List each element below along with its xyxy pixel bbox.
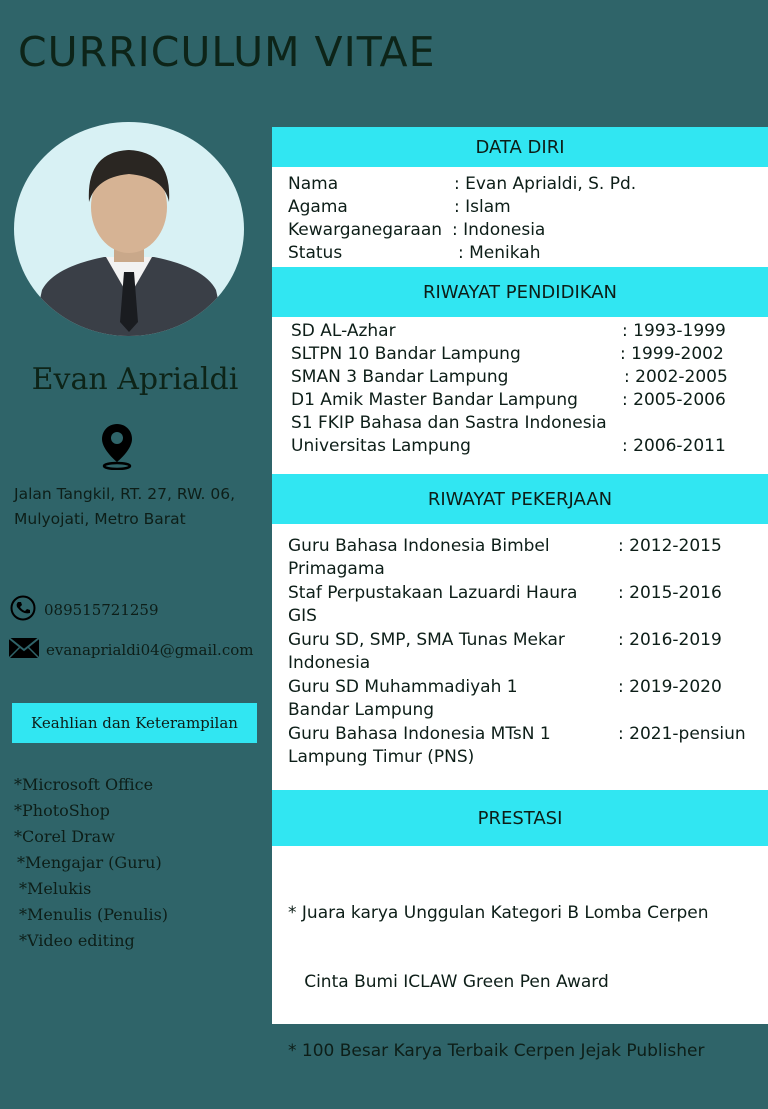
skills-heading: Keahlian dan Keterampilan <box>12 703 257 743</box>
prestasi-line: * Juara karya Unggulan Kategori B Lomba Cerpen <box>288 903 709 923</box>
data-diri-values <box>454 173 636 265</box>
job-years: : 2019-2020 <box>618 677 722 697</box>
address-line: Mulyojati, Metro Barat <box>14 510 186 528</box>
data-diri-value: : Islam <box>454 197 511 217</box>
skill-item: *Melukis <box>19 879 92 898</box>
job-title: Guru SD Muhammadiyah 1 <box>288 677 518 697</box>
skills-list <box>14 772 168 954</box>
email-row <box>8 637 253 663</box>
section-heading-pendidikan: RIWAYAT PENDIDIKAN <box>272 267 768 317</box>
pendidikan-schools <box>291 320 607 458</box>
envelope-icon <box>8 637 40 663</box>
page-title: CURRICULUM VITAE <box>18 28 436 76</box>
location-pin-icon <box>100 422 134 474</box>
data-diri-value: : Evan Aprialdi, S. Pd. <box>454 174 637 194</box>
data-diri-value: : Indonesia <box>452 220 546 240</box>
school-name: SD AL-Azhar <box>291 321 396 341</box>
section-heading-pekerjaan: RIWAYAT PEKERJAAN <box>272 474 768 524</box>
address <box>14 482 264 532</box>
skill-item: *PhotoShop <box>14 801 110 820</box>
section-heading-prestasi: PRESTASI <box>272 790 768 846</box>
pekerjaan-years <box>618 535 746 746</box>
job-title: Staf Perpustakaan Lazuardi Haura <box>288 583 578 603</box>
job-years: : 2021-pensiun <box>618 724 746 744</box>
school-years: : 2006-2011 <box>622 436 726 456</box>
profile-photo <box>14 122 244 336</box>
school-years: : 2002-2005 <box>624 367 728 387</box>
data-diri-label: Status <box>288 243 343 263</box>
phone-number: 089515721259 <box>44 601 159 619</box>
content-panel <box>272 127 768 1061</box>
job-years: : 2012-2015 <box>618 536 722 556</box>
job-title-cont: Bandar Lampung <box>288 700 435 720</box>
person-portrait-icon <box>14 122 244 336</box>
job-title-cont: Lampung Timur (PNS) <box>288 747 475 767</box>
school-years: : 1999-2002 <box>620 344 724 364</box>
section-heading-data-diri: DATA DIRI <box>272 127 768 167</box>
skill-item: *Corel Draw <box>14 827 115 846</box>
job-title: Guru Bahasa Indonesia MTsN 1 <box>288 724 551 744</box>
data-diri-value: : Menikah <box>458 243 541 263</box>
job-title: Guru SD, SMP, SMA Tunas Mekar <box>288 630 565 650</box>
school-name: SMAN 3 Bandar Lampung <box>291 367 509 387</box>
prestasi-line: Cinta Bumi ICLAW Green Pen Award <box>288 972 609 992</box>
school-name: D1 Amik Master Bandar Lampung <box>291 390 578 410</box>
school-name: S1 FKIP Bahasa dan Sastra Indonesia <box>291 413 607 433</box>
school-years: : 1993-1999 <box>622 321 726 341</box>
data-diri-labels <box>288 173 442 265</box>
email-address: evanaprialdi04@gmail.com <box>46 641 254 659</box>
pekerjaan-jobs <box>288 535 577 769</box>
skill-item: *Video editing <box>19 931 135 950</box>
school-name: Universitas Lampung <box>291 436 471 456</box>
phone-icon <box>8 595 38 625</box>
data-diri-label: Nama <box>288 174 339 194</box>
school-name: SLTPN 10 Bandar Lampung <box>291 344 521 364</box>
pendidikan-years <box>622 320 728 458</box>
address-line: Jalan Tangkil, RT. 27, RW. 06, <box>14 485 236 503</box>
data-diri-label: Agama <box>288 197 348 217</box>
skill-item: *Mengajar (Guru) <box>17 853 162 872</box>
school-years <box>622 412 728 435</box>
prestasi-line: * 100 Besar Karya Terbaik Cerpen Jejak Publisher <box>288 1041 705 1061</box>
job-title-cont: Indonesia <box>288 653 371 673</box>
data-diri-label: Kewarganegaraan <box>288 220 443 240</box>
job-title: Guru Bahasa Indonesia Bimbel <box>288 536 550 556</box>
profile-name: Evan Aprialdi <box>31 362 239 397</box>
prestasi-list <box>288 856 709 1109</box>
school-years: : 2005-2006 <box>622 390 726 410</box>
job-title-cont: Primagama <box>288 559 385 579</box>
phone-row <box>8 597 159 623</box>
job-years: : 2015-2016 <box>618 583 722 603</box>
skill-item: *Microsoft Office <box>14 775 154 794</box>
skill-item: *Menulis (Penulis) <box>19 905 169 924</box>
job-title-cont: GIS <box>288 606 317 626</box>
job-years: : 2016-2019 <box>618 630 722 650</box>
